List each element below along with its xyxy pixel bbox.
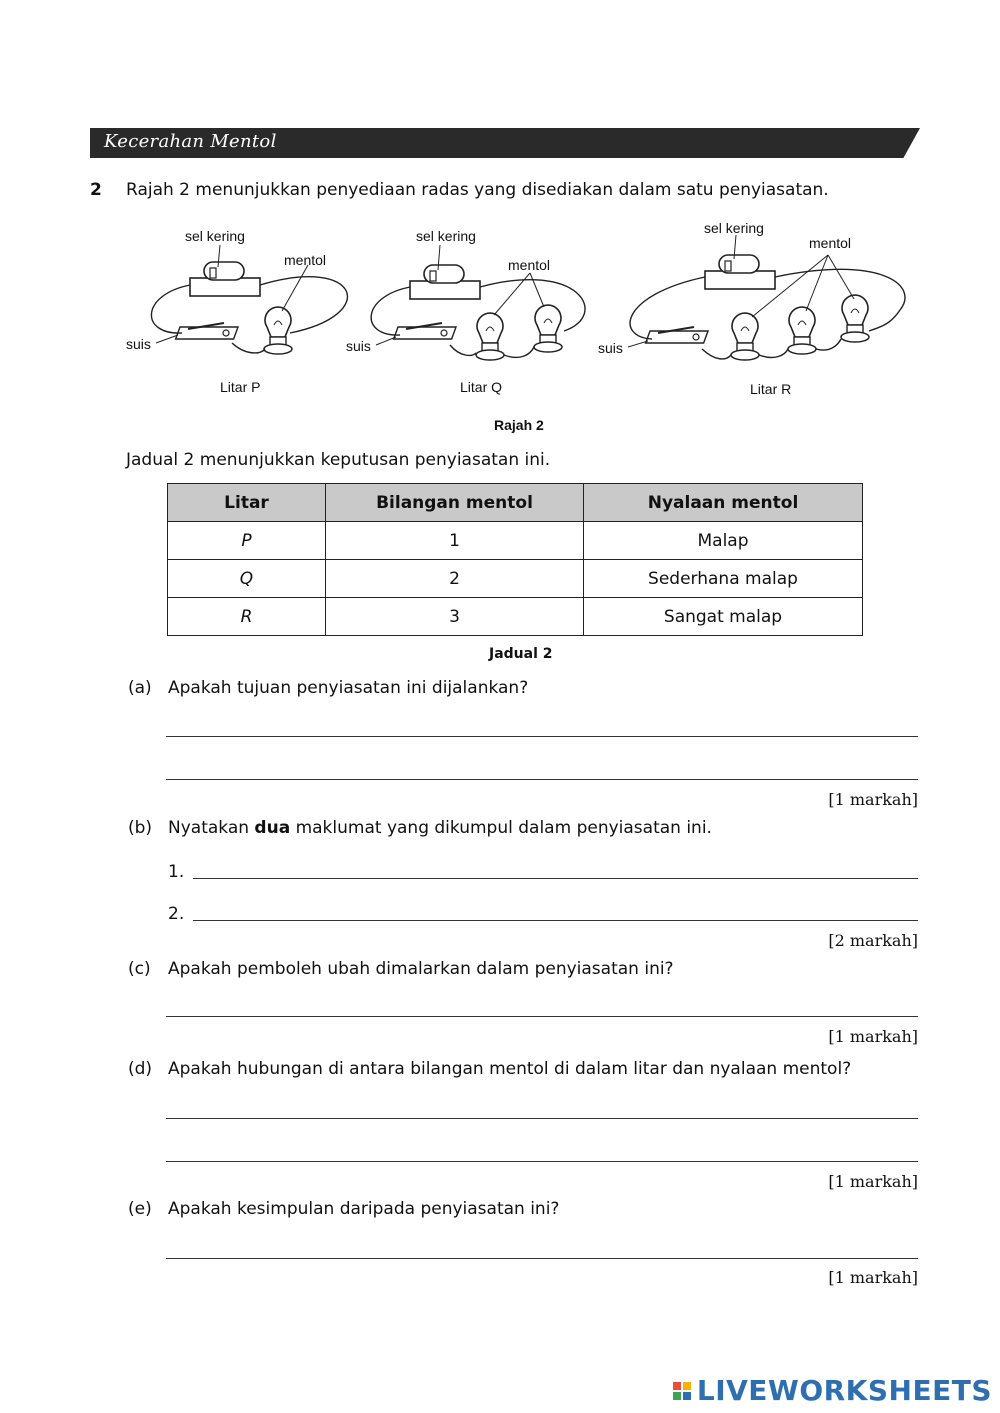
circuit-r (628, 235, 905, 360)
part-b-text-bold: dua (254, 818, 291, 838)
part-c-marks: [1 markah] (828, 1027, 918, 1046)
question-number: 2 (90, 180, 102, 200)
r-bulb-label: mentol (809, 235, 852, 251)
part-c-label: (c) (128, 959, 151, 979)
p-dry-cell-label: sel kering (185, 228, 245, 244)
logo-text: LIVEWORKSHEETS (696, 1374, 992, 1407)
part-b-answer-line-2[interactable] (193, 920, 918, 921)
section-title: Kecerahan Mentol (104, 131, 277, 152)
cell-brightness: Sederhana malap (584, 560, 863, 598)
part-e-marks: [1 markah] (828, 1268, 918, 1287)
q-switch-label: suis (346, 338, 371, 354)
part-c-question: Apakah pemboleh ubah dimalarkan dalam penyiasatan ini? (168, 959, 674, 979)
cell-circuit: P (168, 522, 326, 560)
header-bulb-count: Bilangan mentol (326, 484, 584, 522)
part-d-answer-line-2[interactable] (166, 1161, 918, 1162)
cell-brightness: Sangat malap (584, 598, 863, 636)
table-intro: Jadual 2 menunjukkan keputusan penyiasatan ini. (126, 450, 551, 470)
part-d-marks: [1 markah] (828, 1172, 918, 1191)
circuit-p-label: Litar P (220, 379, 261, 395)
table-row (168, 560, 863, 598)
part-a-answer-line-2[interactable] (166, 779, 918, 780)
q-bulb-label: mentol (508, 257, 551, 273)
logo-grid-icon (673, 1382, 691, 1400)
part-b-text-end: maklumat yang dikumpul dalam penyiasatan ini. (290, 818, 712, 838)
table-row (168, 598, 863, 636)
cell-circuit: R (168, 598, 326, 636)
part-b-item-1-label: 1. (168, 862, 185, 882)
circuit-q-label: Litar Q (460, 379, 503, 395)
cell-bulb-count: 2 (326, 560, 584, 598)
circuit-r-label: Litar R (750, 381, 792, 397)
part-d-label: (d) (128, 1059, 153, 1079)
r-dry-cell-label: sel kering (704, 220, 764, 236)
part-e-question: Apakah kesimpulan daripada penyiasatan ini? (168, 1199, 560, 1219)
part-c-answer-line[interactable] (166, 1016, 918, 1017)
part-b-marks: [2 markah] (828, 931, 918, 950)
part-a-marks: [1 markah] (828, 790, 918, 809)
part-b-label: (b) (128, 818, 153, 838)
q-dry-cell-label: sel kering (416, 228, 476, 244)
part-b-text-start: Nyatakan (168, 818, 255, 838)
cell-brightness: Malap (584, 522, 863, 560)
part-b-question (168, 818, 712, 838)
part-b-answer-line-1[interactable] (193, 878, 918, 879)
p-bulb-label: mentol (284, 252, 327, 268)
liveworksheets-logo (673, 1374, 992, 1407)
part-d-question: Apakah hubungan di antara bilangan mentol di dalam litar dan nyalaan mentol? (168, 1059, 852, 1079)
circuit-q (371, 245, 585, 360)
results-table (167, 483, 863, 636)
part-a-answer-line-1[interactable] (166, 736, 918, 737)
header-circuit: Litar (168, 484, 326, 522)
table-row (168, 522, 863, 560)
part-d-answer-line-1[interactable] (166, 1118, 918, 1119)
part-e-answer-line[interactable] (166, 1258, 918, 1259)
part-a-label: (a) (128, 678, 152, 698)
part-a-question: Apakah tujuan penyiasatan ini dijalankan? (168, 678, 529, 698)
r-switch-label: suis (598, 340, 623, 356)
cell-bulb-count: 3 (326, 598, 584, 636)
cell-bulb-count: 1 (326, 522, 584, 560)
question-text: Rajah 2 menunjukkan penyediaan radas yang disediakan dalam satu penyiasatan. (126, 180, 829, 200)
cell-circuit: Q (168, 560, 326, 598)
circuit-figure (120, 215, 920, 440)
header-brightness: Nyalaan mentol (584, 484, 863, 522)
figure-caption: Rajah 2 (494, 417, 544, 433)
part-e-label: (e) (128, 1199, 152, 1219)
p-switch-label: suis (126, 336, 151, 352)
table-caption: Jadual 2 (489, 646, 553, 662)
part-b-item-2-label: 2. (168, 904, 185, 924)
table-header-row (168, 484, 863, 522)
